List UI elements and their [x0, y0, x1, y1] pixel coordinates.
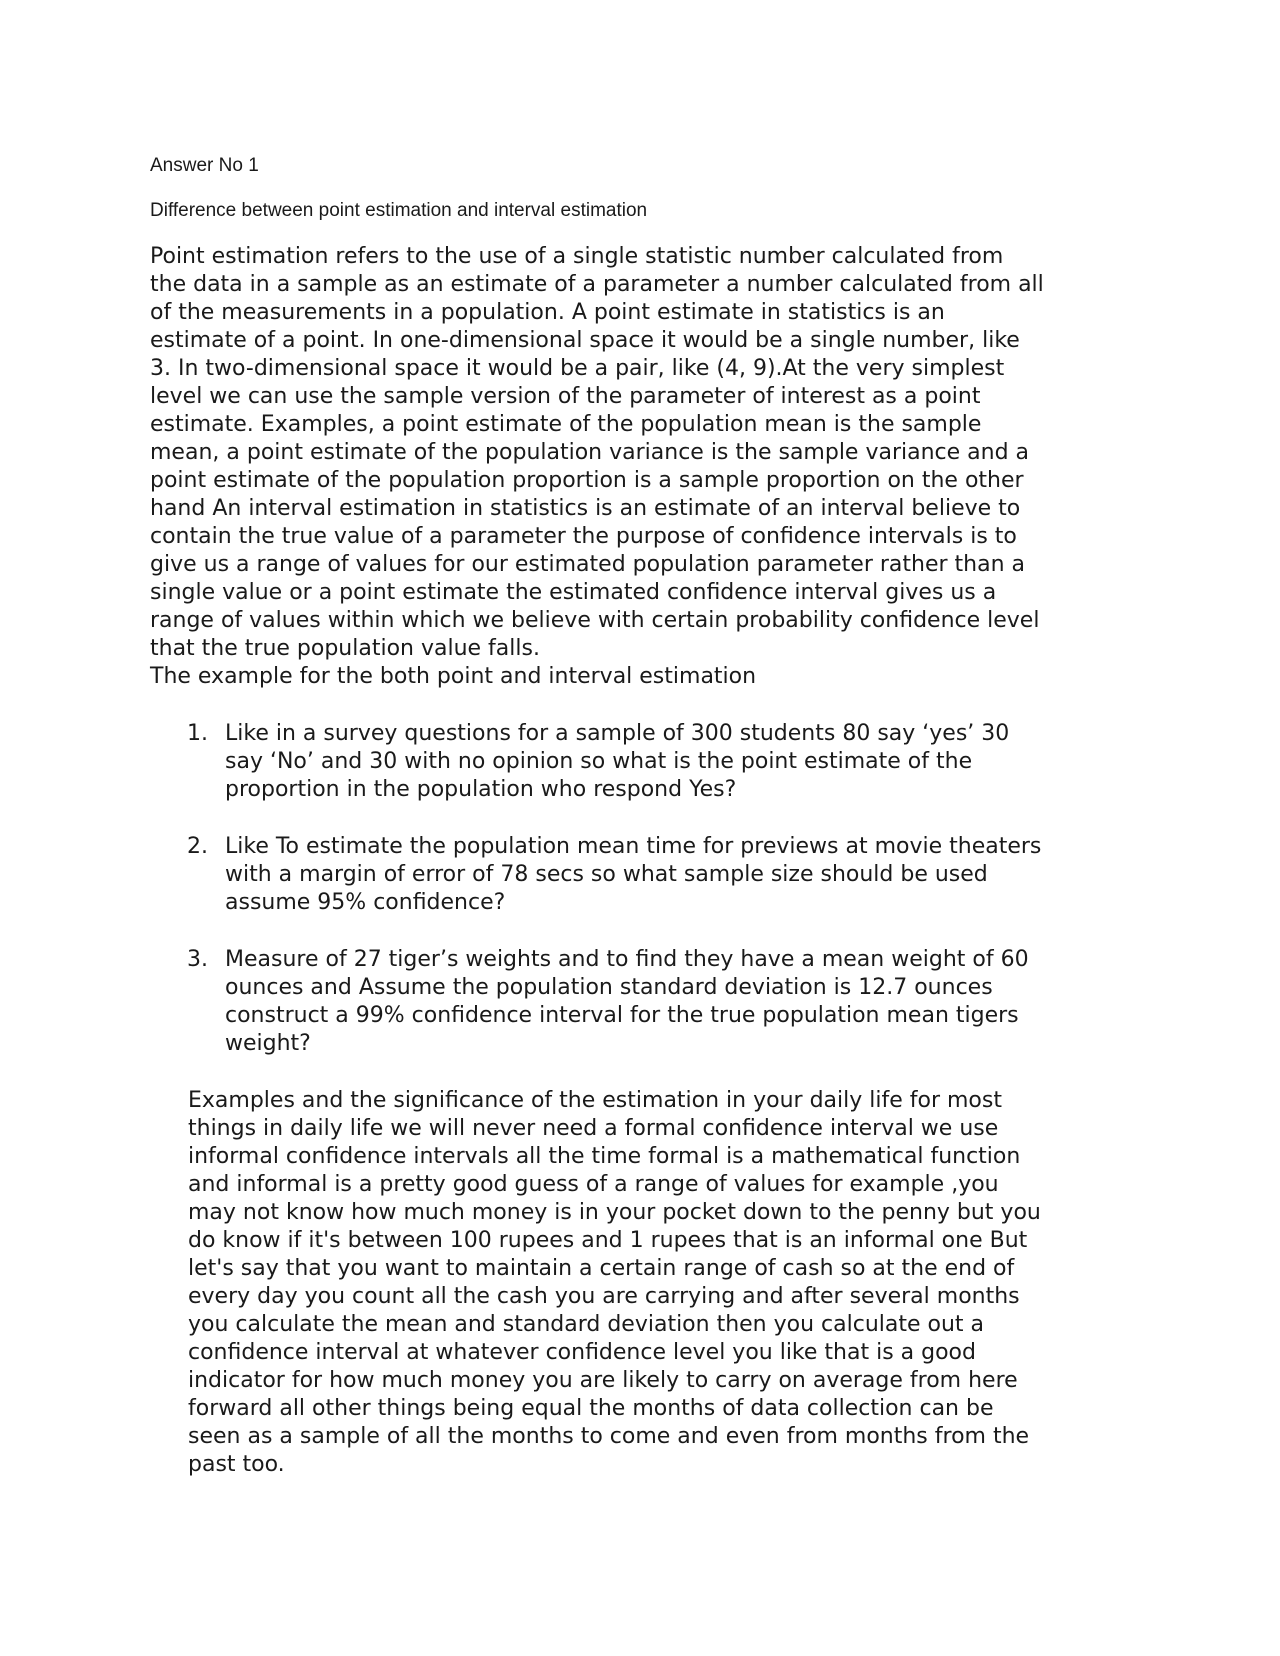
paragraph-line: things in daily life we will never need a formal confidence interval we use — [188, 1116, 999, 1141]
paragraph-line: contain the true value of a parameter the purpose of confidence intervals is to — [150, 524, 1017, 549]
paragraph-line: hand An interval estimation in statistics is an estimate of an interval believe to — [150, 496, 1021, 521]
answer-heading: Answer No 1 — [150, 155, 259, 176]
main-paragraph — [150, 243, 1132, 663]
list-item-text — [225, 946, 1135, 1058]
paragraph-line: of the measurements in a population. A point estimate in statistics is an — [150, 300, 945, 325]
list-line: with a margin of error of 78 secs so what sample size should be used — [225, 862, 988, 887]
paragraph-line: confidence interval at whatever confidence level you like that is a good — [188, 1340, 976, 1365]
list-number: 2. — [187, 834, 208, 859]
paragraph-line: may not know how much money is in your pocket down to the penny but you — [188, 1200, 1041, 1225]
paragraph-line: estimate of a point. In one-dimensional space it would be a single number, like — [150, 328, 1020, 353]
paragraph-line: do know if it's between 100 rupees and 1 rupees that is an informal one But — [188, 1228, 1028, 1253]
paragraph-line: let's say that you want to maintain a certain range of cash so at the end of — [188, 1256, 1015, 1281]
paragraph-line: every day you count all the cash you are carrying and after several months — [188, 1284, 1020, 1309]
paragraph-line: level we can use the sample version of the parameter of interest as a point — [150, 384, 981, 409]
paragraph-line: past too. — [188, 1452, 285, 1477]
example-intro: The example for the both point and interval estimation — [150, 664, 757, 689]
paragraph-line: and informal is a pretty good guess of a range of values for example ,you — [188, 1172, 999, 1197]
list-line: proportion in the population who respond Yes? — [225, 777, 737, 802]
paragraph-line: estimate. Examples, a point estimate of the population mean is the sample — [150, 412, 982, 437]
paragraph-line: single value or a point estimate the estimated confidence interval gives us a — [150, 580, 997, 605]
list-line: Measure of 27 tiger’s weights and to find they have a mean weight of 60 — [225, 947, 1029, 972]
paragraph-line: 3. In two-dimensional space it would be a pair, like (4, 9).At the very simplest — [150, 356, 1005, 381]
list-line: weight? — [225, 1031, 311, 1056]
list-line: Like in a survey questions for a sample of 300 students 80 say ‘yes’ 30 — [225, 721, 1010, 746]
list-line: construct a 99% confidence interval for the true population mean tigers — [225, 1003, 1019, 1028]
paragraph-line: informal confidence intervals all the time formal is a mathematical function — [188, 1144, 1021, 1169]
list-line: ounces and Assume the population standard deviation is 12.7 ounces — [225, 975, 993, 1000]
paragraph-line: range of values within which we believe with certain probability confidence level — [150, 608, 1040, 633]
list-item-text — [225, 833, 1135, 917]
list-number: 3. — [187, 947, 208, 972]
paragraph-line: Examples and the significance of the estimation in your daily life for most — [188, 1088, 1002, 1113]
paragraph-line: point estimate of the population proportion is a sample proportion on the other — [150, 468, 1024, 493]
paragraph-line: indicator for how much money you are likely to carry on average from here — [188, 1368, 1018, 1393]
paragraph-line: the data in a sample as an estimate of a parameter a number calculated from all — [150, 272, 1044, 297]
paragraph-line: Point estimation refers to the use of a single statistic number calculated from — [150, 244, 1004, 269]
paragraph-line: mean, a point estimate of the population variance is the sample variance and a — [150, 440, 1030, 465]
list-line: Like To estimate the population mean time for previews at movie theaters — [225, 834, 1042, 859]
list-item-text — [225, 720, 1135, 804]
paragraph-line: seen as a sample of all the months to come and even from months from the — [188, 1424, 1030, 1449]
paragraph-line: give us a range of values for our estimated population parameter rather than a — [150, 552, 1025, 577]
list-line: say ‘No’ and 30 with no opinion so what is the point estimate of the — [225, 749, 973, 774]
paragraph-line: forward all other things being equal the months of data collection can be — [188, 1396, 994, 1421]
paragraph-line: that the true population value falls. — [150, 636, 540, 661]
list-line: assume 95% confidence? — [225, 890, 506, 915]
list-number: 1. — [187, 721, 208, 746]
paragraph-line: you calculate the mean and standard deviation then you calculate out a — [188, 1312, 985, 1337]
section-heading: Difference between point estimation and interval estimation — [150, 200, 648, 221]
closing-paragraph — [188, 1087, 1138, 1479]
